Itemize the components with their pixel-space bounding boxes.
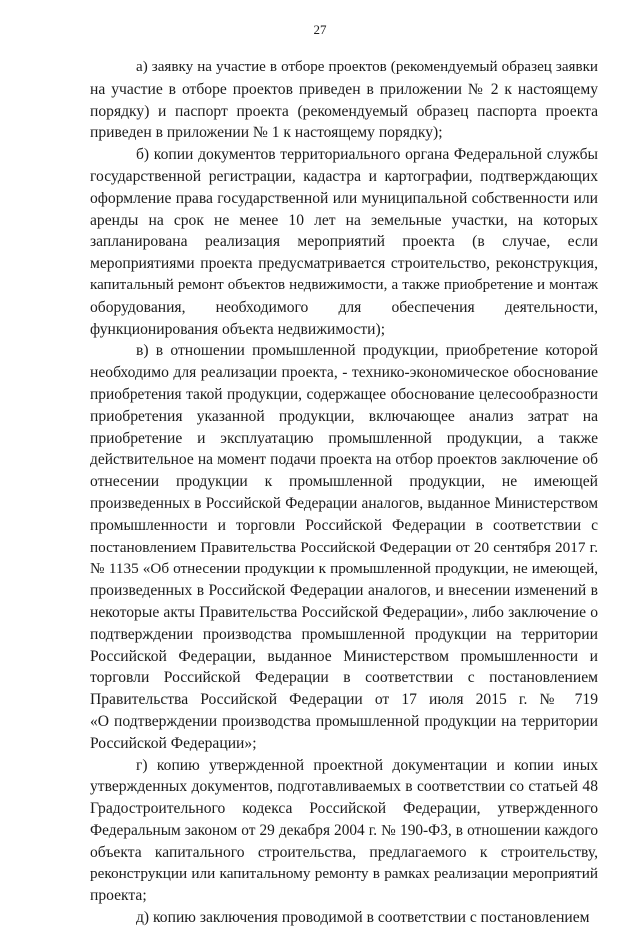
paragraph	[90, 907, 598, 929]
text-line: в) в отношении промышленной продукции, приобретение которой	[136, 342, 598, 360]
text-line: функционирования объекта недвижимости);	[90, 320, 386, 338]
text-line: реконструкции или капитальному ремонту в рамках реализации мероприятий	[90, 865, 598, 883]
text-line: а) заявку на участие в отборе проектов (рекомендуемый образец заявки	[136, 59, 598, 75]
text-line: проекта;	[90, 887, 147, 905]
text-line: Федеральным законом от 29 декабря 2004 г. № 190-ФЗ, в отношении каждого	[90, 821, 598, 839]
text-line: промышленности и торговли Российской Федерации в соответствии с	[90, 516, 598, 534]
text-line: Градостроительного кодекса Российской Федерации, утвержденного	[90, 800, 598, 818]
text-line: подтверждении производства промышленной продукции на территории	[90, 625, 598, 643]
text-line: приобретение и эксплуатацию промышленной продукции, а также	[90, 429, 598, 447]
text-line: «О подтверждении производства промышленной продукции на территории	[90, 712, 598, 730]
text-line: действительное на момент подачи проекта на отбор проектов заключение об	[90, 451, 598, 469]
text-line: произведенных в Российской Федерации аналогов, выданное Министерством	[90, 494, 598, 512]
text-line: Правительства Российской Федерации от 17 июля 2015 г. № 719	[90, 691, 598, 709]
text-line: торговли Российской Федерации в соответствии с постановлением	[90, 669, 598, 687]
document-body	[90, 57, 598, 929]
text-line: объекта капитального строительства, предлагаемого к строительству,	[90, 843, 598, 861]
text-line: б) копии документов территориального органа Федеральной службы	[136, 146, 598, 164]
text-line: постановлением Правительства Российской Федерации от 20 сентября 2017 г.	[90, 538, 598, 556]
paragraph	[90, 57, 598, 144]
text-line: некоторые акты Правительства Российской Федерации», либо заключение о	[90, 603, 598, 621]
text-line: г) копию утвержденной проектной документации и копии иных	[136, 756, 598, 774]
text-line: государственной регистрации, кадастра и картографии, подтверждающих	[90, 167, 598, 185]
text-line: запланирована реализация мероприятий проекта (в случае, если	[90, 233, 598, 251]
text-line: необходимо для реализации проекта, - технико-экономическое обоснование	[90, 364, 598, 382]
text-line: Российской Федерации, выданное Министерством промышленности и	[90, 647, 598, 665]
paragraph	[90, 755, 598, 908]
text-line: приобретения такой продукции, содержащее обоснование целесообразности	[90, 385, 598, 403]
text-line: на участие в отборе проектов приведен в приложении № 2 к настоящему	[90, 80, 598, 98]
text-line: Российской Федерации»;	[90, 734, 257, 752]
page-number: 27	[313, 22, 327, 37]
paragraph	[90, 340, 598, 754]
text-line: д) копию заключения проводимой в соответствии с постановлением	[136, 909, 590, 927]
paragraph	[90, 144, 598, 340]
text-line: аренды на срок не менее 10 лет на земельные участки, на которых	[90, 211, 598, 229]
text-line: № 1135 «Об отнесении продукции к промышленной продукции, не имеющей,	[90, 560, 598, 578]
text-line: утвержденных документов, подготавливаемых в соответствии со статьей 48	[90, 778, 598, 796]
text-line: приведен в приложении № 1 к настоящему порядку);	[90, 124, 443, 142]
text-line: отнесении продукции к промышленной продукции, не имеющей	[90, 473, 598, 491]
text-line: мероприятиями проекта предусматривается строительство, реконструкция,	[90, 255, 598, 273]
text-line: капитальный ремонт объектов недвижимости, а также приобретение и монтаж	[90, 276, 598, 293]
text-line: порядку) и паспорт проекта (рекомендуемый образец паспорта проекта	[90, 102, 598, 120]
text-line: произведенных в Российской Федерации аналогов, и внесении изменений в	[90, 582, 598, 600]
text-line: приобретения указанной продукции, включающее анализ затрат на	[90, 407, 598, 425]
text-line: оформление права государственной или муниципальной собственности или	[90, 189, 598, 207]
text-line: оборудования, необходимого для обеспечения деятельности,	[90, 298, 598, 316]
